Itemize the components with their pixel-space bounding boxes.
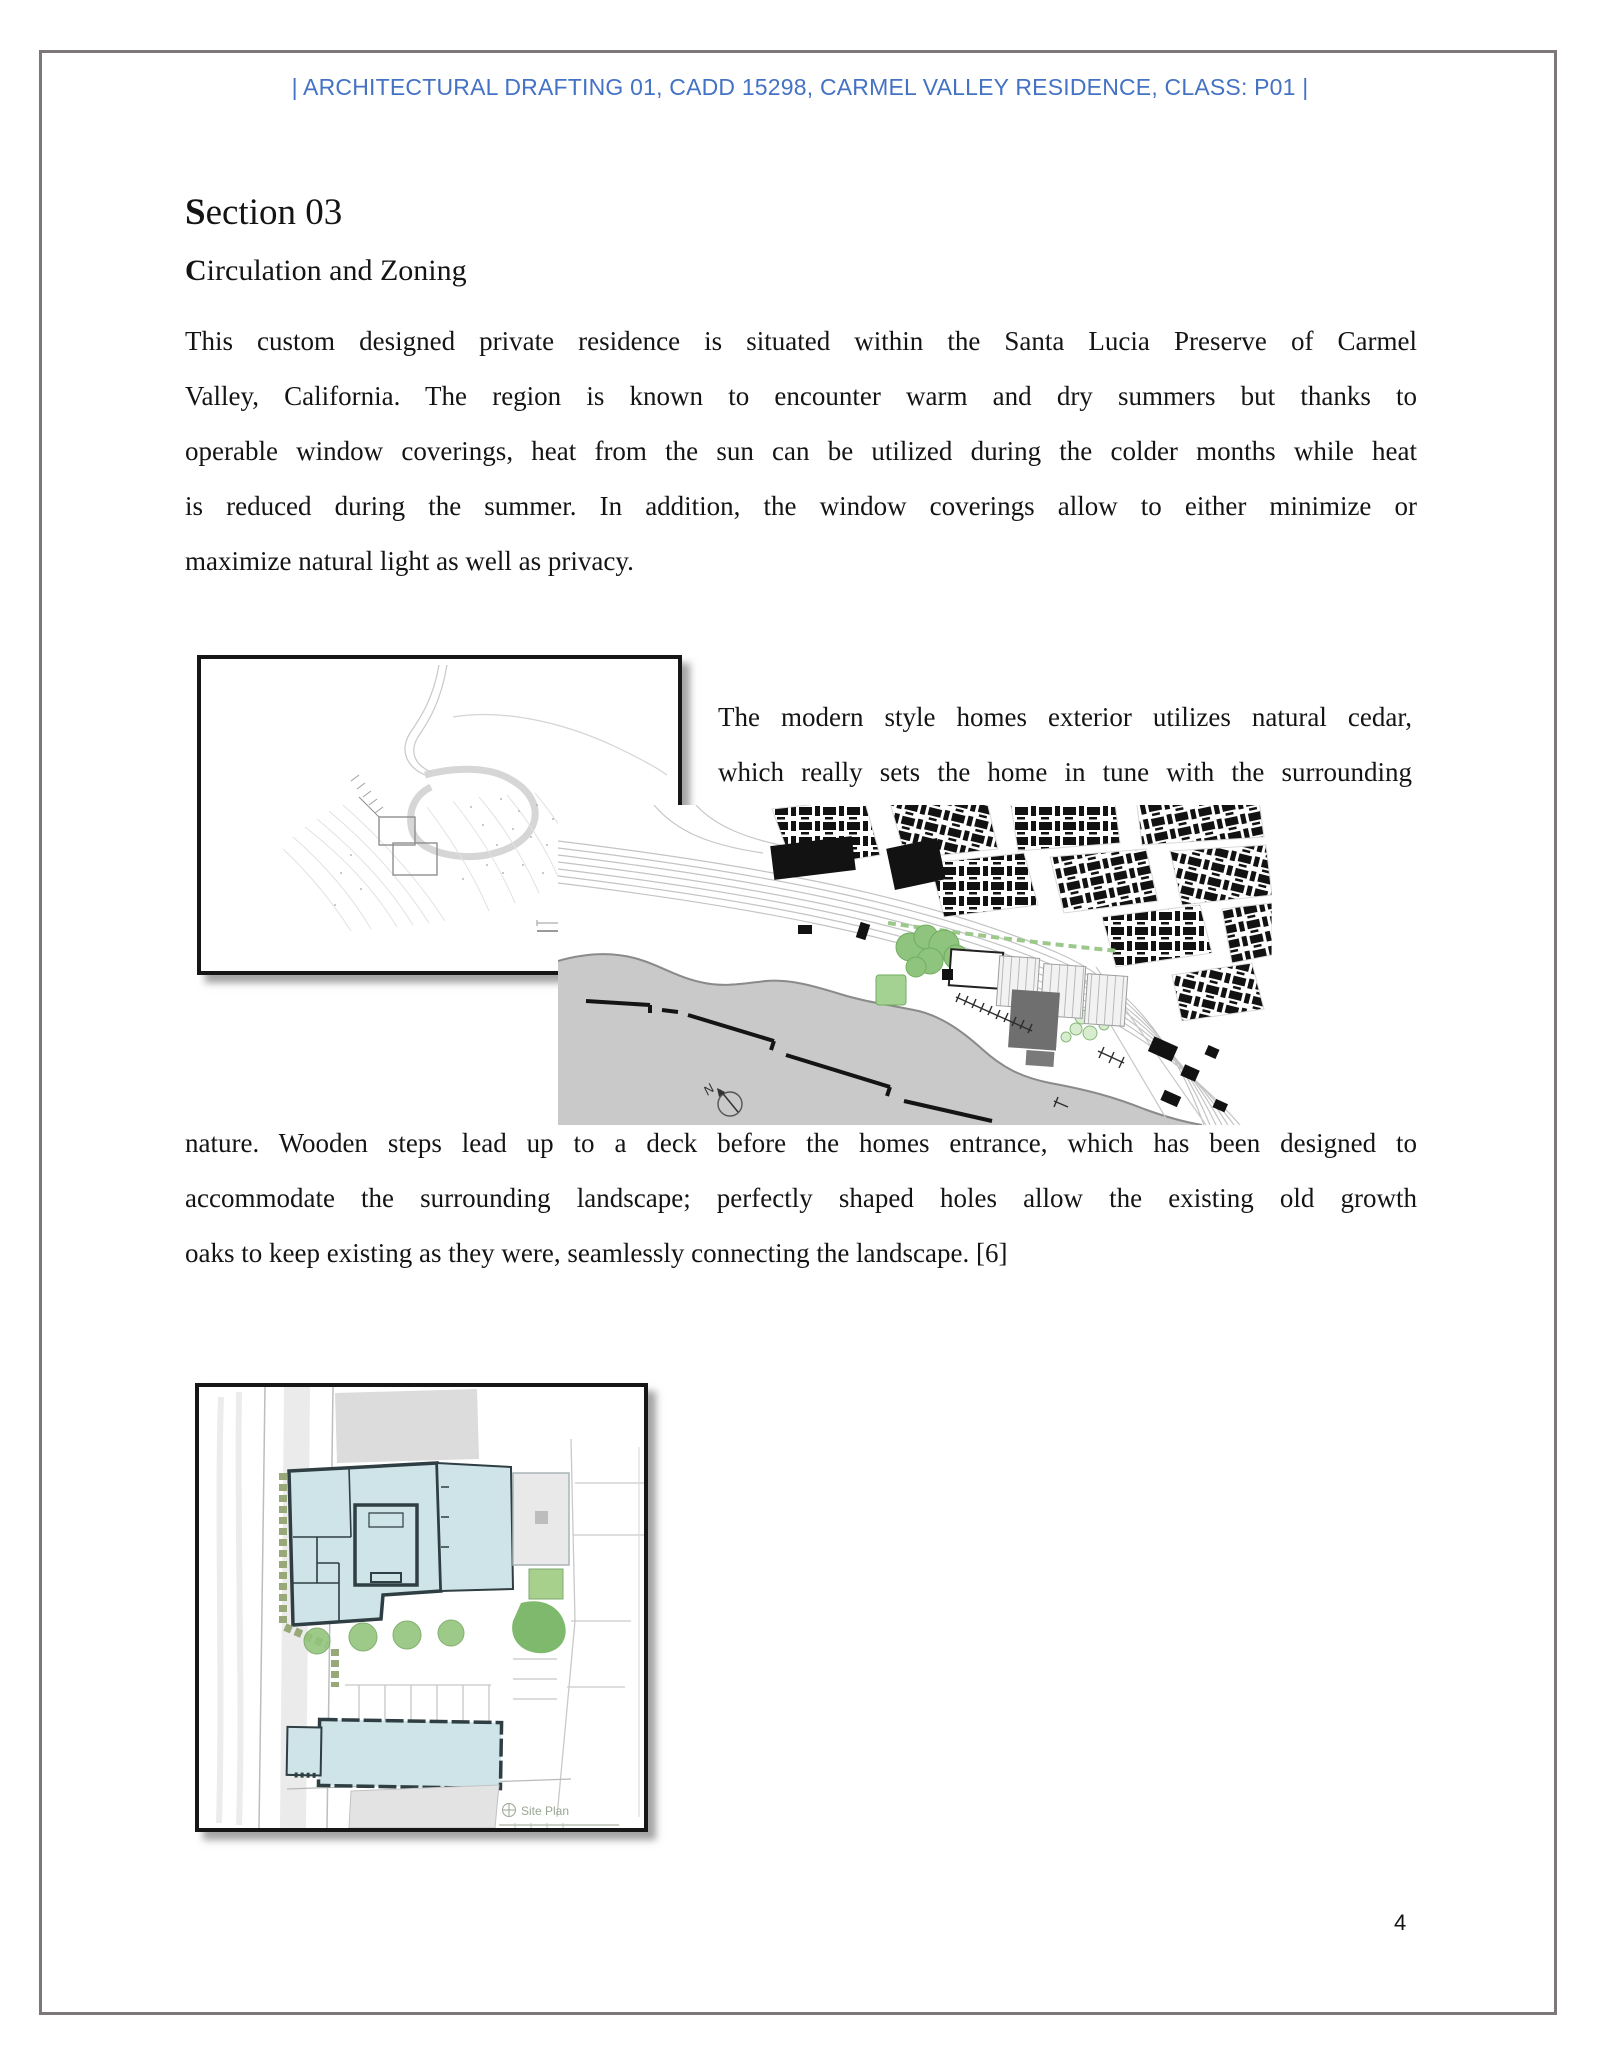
site-plan-caption: Site Plan [521, 1804, 570, 1818]
upper-building [289, 1463, 513, 1625]
section-subtitle: Circulation and Zoning [185, 254, 467, 287]
paragraph-exterior [718, 690, 1412, 800]
green-square [529, 1569, 563, 1599]
driveway-top [335, 1389, 479, 1463]
text-line: operable window coverings, heat from the sun can be utilized during the colder months while heat [185, 436, 1417, 466]
contour-lines [283, 793, 587, 931]
text-line: The modern style homes exterior utilizes natural cedar, [718, 702, 1412, 732]
text-line: which really sets the home in tune with the surrounding [718, 757, 1412, 787]
figure-ground-map [558, 805, 1272, 1125]
text-line: oaks to keep existing as they were, seamlessly connecting the landscape. [6] [185, 1238, 1008, 1268]
paragraph-nature [185, 1116, 1417, 1281]
bottom-driveway [349, 1785, 499, 1828]
text-line: maximize natural light as well as privacy. [185, 546, 634, 576]
text-line: accommodate the surrounding landscape; perfectly shaped holes allow the existing old growth [185, 1183, 1417, 1213]
deck-steps [351, 775, 383, 813]
header-course-info: | ARCHITECTURAL DRAFTING 01, CADD 15298, CARMEL VALLEY RESIDENCE, CLASS: P01 | [291, 74, 1309, 100]
text-line: is reduced during the summer. In addition, the window coverings allow to either minimize or [185, 491, 1417, 521]
left-trees-faint [219, 1392, 240, 1825]
green-blob [512, 1601, 566, 1653]
page-number: 4 [1394, 1910, 1407, 1935]
section-title: Section 03 [185, 192, 343, 233]
lower-building [286, 1719, 501, 1789]
text-line: Valley, California. The region is known to encounter warm and dry summers but thanks to [185, 381, 1417, 411]
side-courtyard [513, 1473, 569, 1565]
figure-site-plan-color [195, 1383, 648, 1832]
aerial-map-drawing [558, 805, 1272, 1125]
paragraph-intro [185, 314, 1417, 589]
caption-group [499, 1804, 619, 1829]
access-road [405, 665, 667, 775]
text-line: This custom designed private residence is situated within the Santa Lucia Preserve of Carmel [185, 326, 1417, 356]
building-footprint [359, 797, 437, 875]
caption-scale-bar [499, 1823, 619, 1828]
compass-label: N [700, 1080, 717, 1099]
tree-row [304, 1620, 464, 1654]
text-line: nature. Wooden steps lead up to a deck before the homes entrance, which has been designed to [185, 1128, 1417, 1158]
site-plan-drawing [199, 1387, 644, 1828]
